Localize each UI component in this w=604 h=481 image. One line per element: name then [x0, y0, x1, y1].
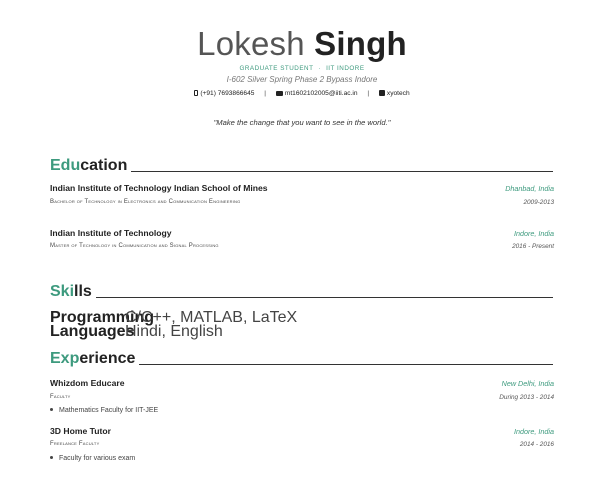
bullet-icon — [50, 456, 53, 459]
section-title-accent: Exp — [50, 350, 80, 367]
experience-role: Faculty — [50, 394, 71, 400]
experience-date: 2014 - 2016 — [519, 441, 554, 448]
skill-label: Languages — [50, 323, 135, 340]
skill-value: Hindi, English — [125, 323, 223, 340]
email-icon — [276, 91, 283, 96]
section-title-rest: cation — [80, 157, 128, 174]
section-title-accent: Ski — [50, 283, 75, 300]
experience-location: Indore, India — [514, 427, 554, 436]
section-title-accent: Edu — [50, 157, 81, 174]
experience-organization: 3D Home Tutor — [50, 426, 111, 436]
phone-icon — [194, 90, 198, 96]
education-date: 2016 - Present — [512, 243, 554, 250]
phone[interactable]: (+91) 7693866645 — [200, 90, 255, 97]
position-1: GRADUATE STUDENT — [239, 65, 314, 72]
section-rule — [139, 364, 553, 365]
education-institution: Indian Institute of Technology — [50, 228, 172, 238]
experience-organization: Whizdom Educare — [50, 378, 125, 388]
skill-label: Programming — [50, 309, 155, 326]
section-title-education — [50, 156, 553, 176]
education-location: Indore, India — [514, 229, 554, 238]
education-location: Dhanbad, India — [505, 184, 554, 193]
education-degree: Master of Technology in Communication and Signal Processing — [50, 243, 219, 249]
position-separator: · — [318, 65, 322, 72]
position-line — [0, 65, 604, 72]
skill-value: C/C++, MATLAB, LaTeX — [125, 309, 298, 326]
first-name: Lokesh — [197, 25, 305, 62]
contact-separator: | — [264, 90, 266, 97]
contact-separator: | — [367, 90, 370, 97]
section-title-experience — [50, 349, 553, 369]
education-degree: Bachelor of Technology in Electronics and Communication Engineering — [50, 199, 241, 205]
section-title-rest: lls — [74, 283, 92, 300]
experience-bullet — [50, 407, 158, 414]
experience-location: New Delhi, India — [501, 379, 554, 388]
bullet-text: Faculty for various exam — [59, 455, 136, 462]
contact-line — [0, 90, 604, 97]
quote: "Make the change that you want to see in the world." — [213, 118, 391, 127]
candidate-name — [0, 24, 604, 64]
section-rule — [131, 171, 553, 172]
address: I-602 Silver Spring Phase 2 Bypass Indore — [226, 75, 378, 84]
bullet-icon — [50, 408, 53, 411]
email[interactable]: mt1602102005@iiti.ac.in — [284, 90, 358, 97]
experience-bullet — [50, 455, 135, 462]
linkedin[interactable]: xyotech — [386, 90, 410, 97]
section-title-skills — [50, 282, 553, 302]
bullet-text: Mathematics Faculty for IIT-JEE — [59, 407, 159, 414]
experience-date: During 2013 - 2014 — [499, 394, 554, 401]
section-rule — [96, 297, 553, 298]
last-name: Singh — [314, 25, 407, 62]
experience-role: Freelance Faculty — [50, 441, 100, 447]
linkedin-icon — [379, 90, 385, 96]
education-institution: Indian Institute of Technology Indian School of Mines — [50, 183, 268, 193]
education-date: 2009-2013 — [523, 199, 554, 206]
section-title-rest: erience — [79, 350, 136, 367]
position-2: IIT INDORE — [326, 65, 365, 72]
